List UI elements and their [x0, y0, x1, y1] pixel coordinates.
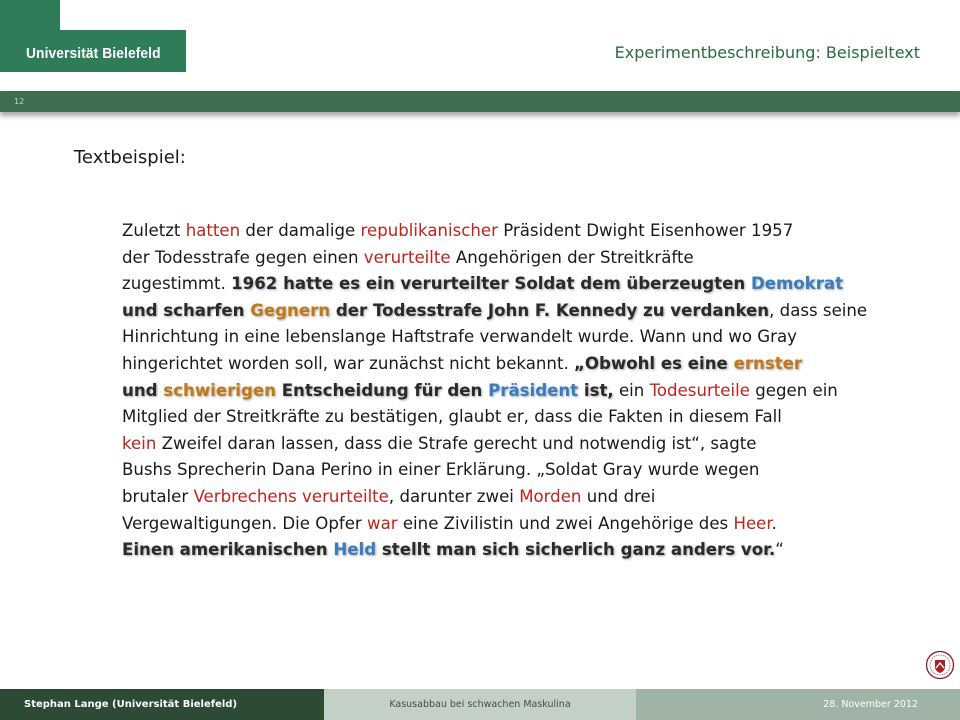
highlighted-word-blue: Held — [333, 540, 377, 560]
paragraph-line — [122, 298, 922, 325]
highlighted-word-blue: Demokrat — [750, 274, 844, 294]
highlighted-sentence: und — [122, 380, 164, 400]
highlighted-sentence: und scharfen — [122, 300, 251, 320]
logo-notch — [60, 0, 186, 30]
paragraph-line — [122, 431, 922, 458]
text-segment: gegen ein — [749, 380, 838, 400]
slide-title: Experimentbeschreibung: Beispieltext — [614, 43, 920, 62]
paragraph-line — [122, 378, 922, 405]
error-word: verurteilte — [363, 247, 451, 267]
text-segment: und drei — [581, 486, 656, 506]
header-band — [0, 91, 960, 112]
text-segment: , darunter zwei — [388, 486, 520, 506]
content-heading: Textbeispiel: — [74, 147, 186, 168]
text-segment: , dass seine — [769, 300, 868, 320]
text-segment: Vergewaltigungen. Die Opfer — [122, 513, 368, 533]
footer-date: 28. November 2012 — [636, 689, 960, 720]
error-word: war — [367, 513, 398, 533]
text-segment: hingerichtet worden soll, war zunächst nicht bekannt. — [122, 353, 574, 373]
highlighted-sentence: der Todesstrafe John F. Kennedy zu verdanken — [330, 300, 770, 320]
text-segment: Angehörigen der Streitkräfte — [450, 247, 694, 267]
text-segment: Bushs Sprecherin Dana Perino in einer Erklärung. „Soldat Gray wurde wegen — [122, 460, 760, 480]
error-word: hatten — [185, 221, 241, 240]
footer — [0, 689, 960, 720]
highlighted-word-orange: schwierigen — [163, 380, 276, 400]
paragraph-line — [122, 218, 922, 245]
paragraph-line — [122, 271, 922, 298]
university-name: Universität Bielefeld — [26, 45, 161, 62]
text-segment: brutaler — [122, 486, 194, 506]
highlighted-sentence: stellt man sich sicherlich ganz anders vor. — [376, 540, 776, 560]
highlighted-word-orange: ernster — [733, 353, 803, 373]
highlighted-sentence: ist, — [578, 380, 614, 400]
error-word: kein — [122, 433, 157, 453]
error-word: Heer — [733, 513, 772, 533]
slide-number: 12 — [14, 97, 25, 106]
paragraph-line — [122, 457, 922, 484]
paragraph-line — [122, 324, 922, 351]
text-segment: Zweifel daran lassen, dass die Strafe gerecht und notwendig ist“, sagte — [156, 433, 757, 453]
text-segment: . — [771, 513, 777, 533]
example-paragraph — [122, 218, 922, 564]
paragraph-line — [122, 245, 922, 272]
text-segment: Präsident Dwight Eisenhower 1957 — [497, 221, 794, 240]
text-segment: zugestimmt. — [122, 274, 232, 294]
text-segment: Hinrichtung in eine lebenslange Haftstrafe verwandelt wurde. Wann und wo Gray — [122, 327, 797, 347]
highlighted-sentence: 1962 hatte es ein verurteilter Soldat dem überzeugten — [231, 274, 751, 294]
text-segment: Zuletzt — [122, 221, 186, 240]
error-word: Todesurteile — [649, 380, 750, 400]
university-logo — [0, 0, 186, 72]
highlighted-word-orange: Gegnern — [250, 300, 331, 320]
highlighted-sentence: „Obwohl es eine — [574, 353, 734, 373]
error-word: Verbrechens verurteilte — [193, 486, 389, 506]
text-segment: “ — [775, 540, 784, 560]
text-segment: ein — [613, 380, 650, 400]
paragraph-line — [122, 511, 922, 538]
error-word: Morden — [519, 486, 582, 506]
paragraph-line — [122, 484, 922, 511]
paragraph-line — [122, 351, 922, 378]
paragraph-line — [122, 404, 922, 431]
text-segment: der damalige — [240, 221, 361, 240]
highlighted-word-blue: Präsident — [488, 380, 579, 400]
paragraph-line — [122, 537, 922, 564]
footer-author: Stephan Lange (Universität Bielefeld) — [0, 689, 324, 720]
text-segment: Mitglied der Streitkräfte zu bestätigen, glaubt er, dass die Fakten in diesem Fall — [122, 407, 782, 427]
highlighted-sentence: Einen amerikanischen — [122, 540, 334, 560]
university-seal-icon — [925, 650, 955, 680]
error-word: republikanischer — [360, 221, 498, 240]
highlighted-sentence: Entscheidung für den — [275, 380, 489, 400]
text-segment: eine Zivilistin und zwei Angehörige des — [397, 513, 734, 533]
footer-talk-title: Kasusabbau bei schwachen Maskulina — [324, 689, 636, 720]
text-segment: der Todesstrafe gegen einen — [122, 247, 364, 267]
